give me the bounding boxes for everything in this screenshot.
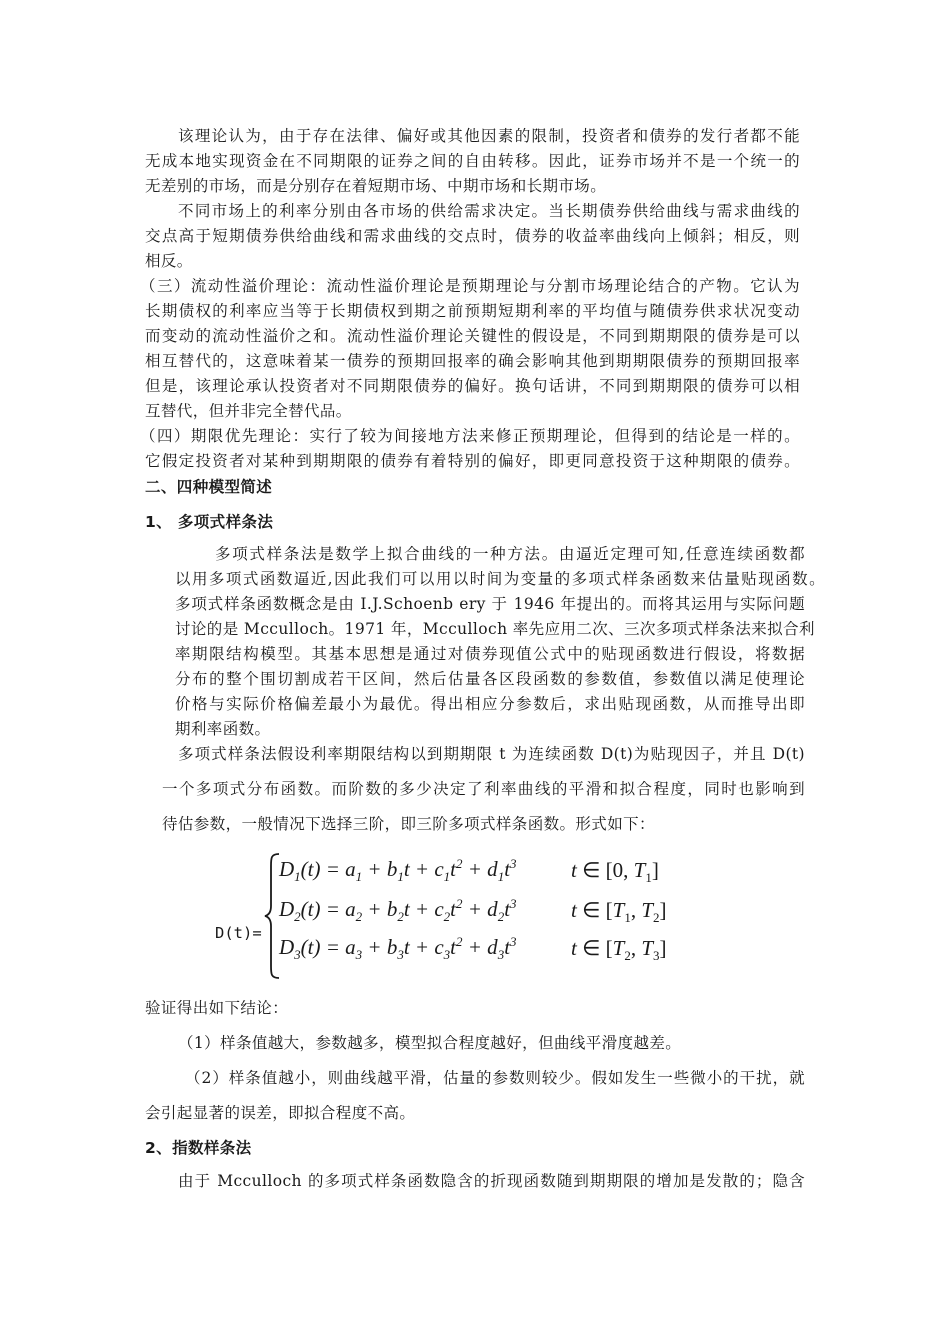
conclusion-2-line-2: 会引起显著的误差，即拟合程度不高。	[145, 1104, 416, 1122]
p1-line-3: 无差别的市场，而是分别存在着短期市场、中期市场和长期市场。	[145, 177, 607, 195]
conclusion-1: （1）样条值越大，参数越多，模型拟合程度越好，但曲线平滑度越差。	[178, 1034, 682, 1052]
p6-line-2: 一个多项式分布函数。而阶数的多少决定了利率曲线的平滑和拟合程度，同时也影响到	[162, 780, 805, 798]
p5-line-7: 价格与实际价格偏差最小为最优。得出相应分参数后，求出贴现函数，从而推导出即	[175, 695, 805, 713]
formula-domain-2: t ∈ [$T_1$, $T_2$]	[571, 898, 667, 926]
p6-line-1: 多项式样条法假设利率期限结构以到期期限 t 为连续函数 D(t)为贴现因子，并且 D(t)	[178, 745, 805, 763]
section-heading-2: 二、四种模型简述	[145, 478, 273, 496]
p5-line-3: 多项式样条函数概念是由 I.J.Schoenb ery 于 1946 年提出的。而将其运用与实际问题	[175, 595, 805, 613]
p2-line-1: 不同市场上的利率分别由各市场的供给需求决定。当长期债券供给曲线与需求曲线的	[178, 202, 800, 220]
p2-line-2: 交点高于短期债券供给曲线和需求曲线的交点时，债券的收益率曲线向上倾斜；相反，则	[145, 227, 800, 245]
formula-row-2: $D_2(t) = a_2 + b_2t + c_2t^2 + d_2t^3$	[279, 896, 517, 925]
p1-line-1: 该理论认为，由于存在法律、偏好或其他因素的限制，投资者和债券的发行者都不能	[178, 127, 800, 145]
formula-row-3: $D_3(t) = a_3 + b_3t + c_3t^2 + d_3t^3$	[279, 934, 517, 963]
p6-line-3: 待估参数，一般情况下选择三阶，即三阶多项式样条函数。形式如下：	[162, 815, 655, 833]
p5-line-8: 期利率函数。	[175, 720, 271, 738]
p3-line-5: 但是，该理论承认投资者对不同期限债券的偏好。换句话讲，不同到期期限的债券可以相	[145, 377, 800, 395]
p4-line-2: 它假定投资者对某种到期期限的债券有着特别的偏好，即更同意投资于这种期限的债券。	[145, 452, 800, 470]
p4-line-1: （四）期限优先理论：实行了较为间接地方法来修正预期理论，但得到的结论是一样的。	[140, 427, 800, 445]
p5-line-2: 以用多项式函数逼近,因此我们可以用以时间为变量的多项式样条函数来估量贴现函数。	[175, 570, 825, 588]
p3-line-6: 互替代，但并非完全替代品。	[145, 402, 352, 420]
p3-line-4: 相互替代的，这意味着某一债券的预期回报率的确会影响其他到期期限债券的预期回报率	[145, 352, 800, 370]
p5-line-6: 分布的整个围切割成若干区间，然后估量各区段函数的参数值，参数值以满足使理论	[175, 670, 805, 688]
formula-domain-1: t ∈ [0, $T_1$]	[571, 858, 659, 886]
formula-domain-3: t ∈ [$T_2$, $T_3$]	[571, 936, 667, 964]
p3-line-3: 而变动的流动性溢价之和。流动性溢价理论关键性的假设是，不同到期期限的债券是可以	[145, 327, 800, 345]
p3-line-2: 长期债权的利率应当等于长期债权到期之前预期短期利率的平均值与随债券供求状况变动	[145, 302, 800, 320]
subsection-heading-2: 2、指数样条法	[145, 1139, 252, 1157]
formula-label: D(t)=	[215, 924, 262, 942]
p7-line: 验证得出如下结论：	[145, 999, 289, 1017]
p2-line-3: 相反。	[145, 252, 193, 270]
p8-line-1: 由于 Mcculloch 的多项式样条函数隐含的折现函数随到期期限的增加是发散的；隐含	[178, 1172, 805, 1190]
formula-row-1: $D_1(t) = a_1 + b_1t + c_1t^2 + d_1t^3$	[279, 856, 517, 885]
p5-line-4: 讨论的是 Mcculloch。1971 年，Mcculloch 率先应用二次、三次多项式样条法来拟合利	[175, 620, 815, 638]
subsection-heading-1: 1、 多项式样条法	[145, 513, 274, 531]
p5-line-1: 多项式样条法是数学上拟合曲线的一种方法。由逼近定理可知,任意连续函数都	[215, 545, 805, 563]
p5-line-5: 率期限结构模型。其基本思想是通过对债券现值公式中的贴现函数进行假设，将数据	[175, 645, 805, 663]
spline-formula	[215, 852, 715, 982]
p1-line-2: 无成本地实现资金在不同期限的证券之间的自由转移。因此，证券市场并不是一个统一的	[145, 152, 800, 170]
p3-line-1: （三）流动性溢价理论：流动性溢价理论是预期理论与分割市场理论结合的产物。它认为	[140, 277, 800, 295]
conclusion-2-line-1: （2）样条值越小，则曲线越平滑，估量的参数则较少。假如发生一些微小的干扰，就	[185, 1069, 805, 1087]
